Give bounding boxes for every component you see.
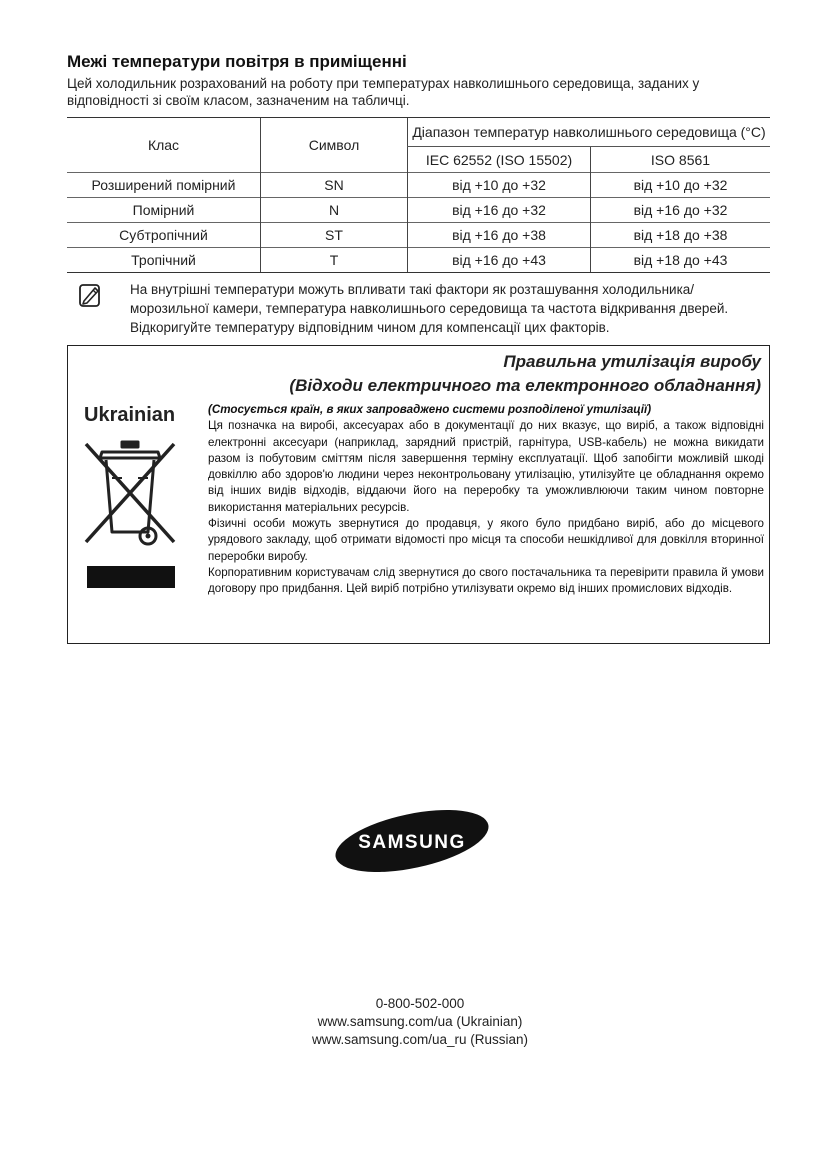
table-row [67,173,770,198]
cell-iso: від +18 до +43 [591,248,771,273]
header-symbol: Символ [261,118,408,173]
disposal-paragraph: Фізичні особи можуть звернутися до продавця, у якого було придбано виріб, або до місцевого урядового закладу, щоб отримати відомості про місця та способи нешкідливої для довкілля вторинної переробки виробу. [208,517,764,563]
cell-iec: від +16 до +38 [408,223,591,248]
cell-symbol: ST [261,223,408,248]
cell-class: Тропічний [67,248,261,273]
phone-number: 0-800-502-000 [375,996,465,1011]
section-title: Межі температури повітря в приміщенні [67,52,407,71]
black-bar [87,566,175,588]
weee-disposal-box [67,345,770,644]
disposal-body [208,402,764,598]
cell-symbol: T [261,248,408,273]
table-row [67,198,770,223]
table-header-row [67,118,770,147]
cell-class: Розширений помірний [67,173,261,198]
disposal-paragraph: Корпоративним користувачам слід звернутися до свого постачальника та перевірити правила й умови договору про придбання. Цей виріб потрібно утилізувати окремо від інших промислових відходів. [208,565,764,596]
disposal-subtitle: (Відходи електричного та електронного обладнання) [289,376,761,395]
note-text: На внутрішні температури можуть впливати такі фактори як розташування холодильника/ морозильної камери, температура навколишнього середовища та частота відкривання дверей. Відкоригуйте температуру відповідним чином для компенсації цих факторів. [130,282,729,335]
cell-iec: від +16 до +43 [408,248,591,273]
header-range: Діапазон температур навколишнього середовища (°C) [408,118,771,147]
disposal-paragraph: Ця позначка на виробі, аксесуарах або в документації до них вказує, що виріб, а також відповідні електронні аксесуари (наприклад, зарядний пристрій, гарнітура, USB-кабель) не можна викидати разом із побутовим сміттям після завершення терміну експлуатації. Щоб запобігти можливій шкоді довкіллю або здоров'ю людини через неконтрольовану утилізацію, утилізуйте це обладнання окремо від інших видів відходів, віддаючи його на переробку та уможливлюючи таким чином повторне використання матеріальних ресурсів. [208,419,764,514]
temperature-class-table [67,117,770,273]
website-ukrainian[interactable]: www.samsung.com/ua (Ukrainian) [317,1014,523,1029]
website-russian[interactable]: www.samsung.com/ua_ru (Russian) [311,1032,529,1047]
cell-iec: від +10 до +32 [408,173,591,198]
cell-iec: від +16 до +32 [408,198,591,223]
logo-text: SAMSUNG [358,832,466,853]
table-row [67,223,770,248]
cell-class: Субтропічний [67,223,261,248]
cell-class: Помірний [67,198,261,223]
section-intro: Цей холодильник розрахований на роботу при температурах навколишнього середовища, заданих у відповідності зі своїм класом, зазначеним на табличці. [67,76,700,108]
header-iec: IEC 62552 (ISO 15502) [408,147,591,173]
table-row [67,248,770,273]
language-label: Ukrainian [84,404,176,426]
samsung-logo [332,808,492,874]
cell-iso: від +18 до +38 [591,223,771,248]
contact-block [0,995,827,1049]
disposal-applies: (Стосується країн, в яких запроваджено системи розподіленої утилізації) [208,403,652,416]
cell-iso: від +10 до +32 [591,173,771,198]
header-iso: ISO 8561 [591,147,771,173]
header-class: Клас [67,118,261,173]
cell-symbol: N [261,198,408,223]
crossed-out-wheelie-bin-icon [82,438,178,548]
note-pencil-icon [78,282,102,308]
disposal-title: Правильна утилізація виробу [503,352,761,371]
cell-iso: від +16 до +32 [591,198,771,223]
cell-symbol: SN [261,173,408,198]
